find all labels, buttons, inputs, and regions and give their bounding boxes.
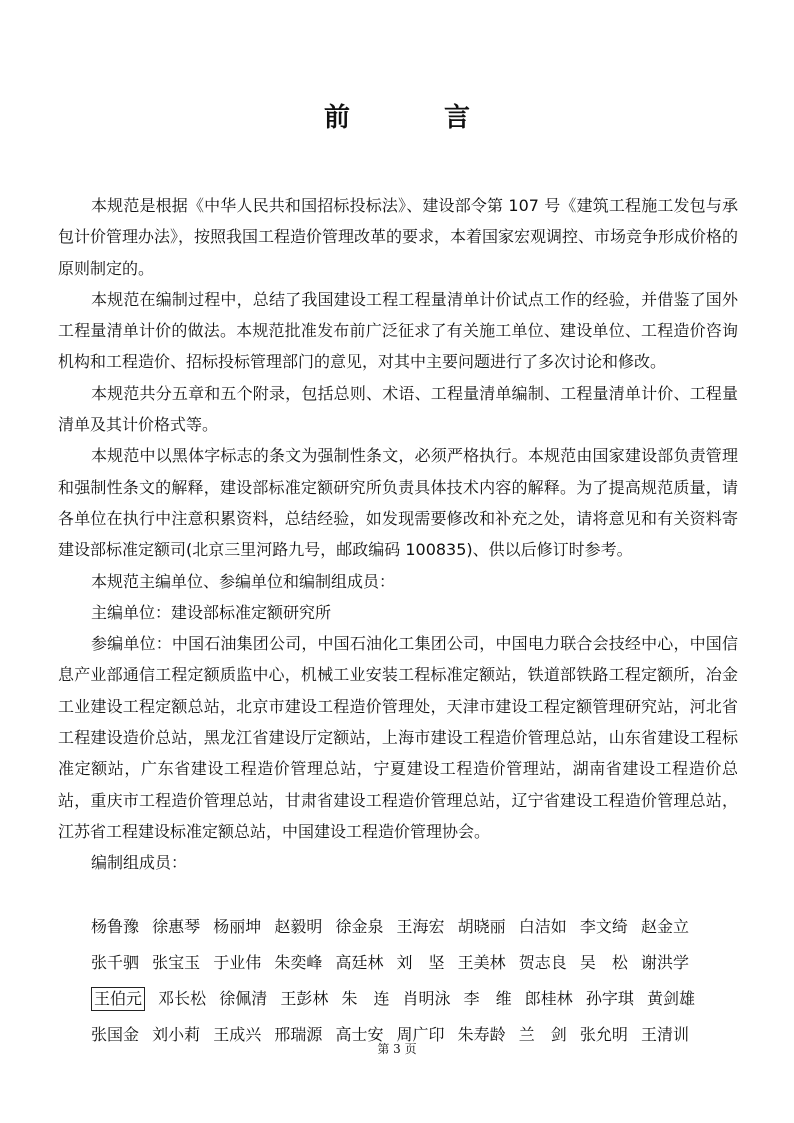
member-name: 张国金 <box>91 1025 140 1044</box>
member-name: 赵毅明 <box>274 917 323 936</box>
member-name: 王美林 <box>457 953 506 972</box>
member-name: 王彭林 <box>280 989 329 1008</box>
member-name: 徐金泉 <box>335 917 384 936</box>
member-name: 王清训 <box>640 1025 689 1044</box>
member-row-3 <box>91 981 731 1017</box>
paragraph-participating-units: 参编单位：中国石油集团公司，中国石油化工集团公司，中国电力联合会技经中心，中国信息产业部通信工程定额质监中心，机械工业安装工程标准定额站，铁道部铁路工程定额所，冶金工业建设工程定额总站，北京市建设工程造价管理处，天津市建设工程定额管理研究站，河北省工程建设造价总站，黑龙江省建设厅定额站，上海市建设工程造价管理总站，山东省建设工程标准定额站，广东省建设工程造价管理总站，宁夏建设工程造价管理站，湖南省建设工程造价总站，重庆市工程造价管理总站，甘肃省建设工程造价管理总站，辽宁省建设工程造价管理总站，江苏省工程建设标准定额总站，中国建设工程造价管理协会。 <box>58 634 738 841</box>
page-number: 第 3 页 <box>377 1042 417 1056</box>
member-name: 白洁如 <box>518 917 567 936</box>
member-name: 肖明泳 <box>402 989 451 1008</box>
member-name: 高廷林 <box>335 953 384 972</box>
member-name: 谢洪学 <box>640 953 689 972</box>
member-name: 王海宏 <box>396 917 445 936</box>
member-name: 李 维 <box>463 989 512 1008</box>
member-name: 朱奕峰 <box>274 953 323 972</box>
member-name: 赵金立 <box>640 917 689 936</box>
member-name: 朱 连 <box>341 989 390 1008</box>
member-name: 黄剑雄 <box>646 989 695 1008</box>
member-name: 张宝玉 <box>152 953 201 972</box>
paragraph-members-heading: 编制组成员： <box>91 853 188 873</box>
member-row-2 <box>91 945 731 981</box>
member-row-1 <box>91 909 731 945</box>
paragraph-chief-editor-unit: 主编单位：建设部标准定额研究所 <box>91 602 332 622</box>
member-name: 李文绮 <box>579 917 628 936</box>
member-name: 徐佩清 <box>219 989 268 1008</box>
member-name-boxed: 王伯元 <box>91 987 145 1011</box>
document-body <box>58 190 738 879</box>
member-name: 吴 松 <box>579 953 628 972</box>
member-name: 于业伟 <box>213 953 262 972</box>
paragraph-structure: 本规范共分五章和五个附录，包括总则、术语、工程量清单编制、工程量清单计价、工程量清单及其计价格式等。 <box>58 383 738 435</box>
member-name: 周广印 <box>396 1025 445 1044</box>
paragraph-purpose: 本规范是根据《中华人民共和国招标投标法》、建设部令第 107 号《建筑工程施工发包与承包计价管理办法》，按照我国工程造价管理改革的要求，本着国家宏观调控、市场竞争形成价格的原则制定的。 <box>58 196 739 278</box>
member-name: 兰 剑 <box>518 1025 567 1044</box>
member-name: 杨鲁豫 <box>91 917 140 936</box>
member-name: 朱寿龄 <box>457 1025 506 1044</box>
member-name: 张允明 <box>579 1025 628 1044</box>
paragraph-mandatory-provisions: 本规范中以黑体字标志的条文为强制性条文，必须严格执行。本规范由国家建设部负责管理和强制性条文的解释，建设部标准定额研究所负责具体技术内容的解释。为了提高规范质量，请各单位在执行中注意积累资料，总结经验，如发现需要修改和补充之处，请将意见和有关资料寄建设部标准定额司(北京三里河路九号，邮政编码 100835)、供以后修订时参考。 <box>58 446 738 560</box>
member-list <box>91 909 731 1053</box>
member-name: 杨丽坤 <box>213 917 262 936</box>
member-name: 刘小莉 <box>152 1025 201 1044</box>
member-name: 郎桂林 <box>524 989 573 1008</box>
member-name: 张千驷 <box>91 953 140 972</box>
member-name: 邢瑞源 <box>274 1025 323 1044</box>
member-name: 邓长松 <box>158 989 207 1008</box>
member-name: 胡晓丽 <box>457 917 506 936</box>
paragraph-units-intro: 本规范主编单位、参编单位和编制组成员： <box>91 571 396 591</box>
document-title: 前 言 <box>323 103 504 133</box>
member-name: 徐惠琴 <box>152 917 201 936</box>
member-name: 刘 坚 <box>396 953 445 972</box>
member-name: 孙字琪 <box>585 989 634 1008</box>
member-name: 贺志良 <box>518 953 567 972</box>
paragraph-drafting-process: 本规范在编制过程中，总结了我国建设工程工程量清单计价试点工作的经验，并借鉴了国外工程量清单计价的做法。本规范批准发布前广泛征求了有关施工单位、建设单位、工程造价咨询机构和工程造价、招标投标管理部门的意见，对其中主要问题进行了多次讨论和修改。 <box>58 289 738 372</box>
member-name: 高士安 <box>335 1025 384 1044</box>
member-name: 王成兴 <box>213 1025 262 1044</box>
